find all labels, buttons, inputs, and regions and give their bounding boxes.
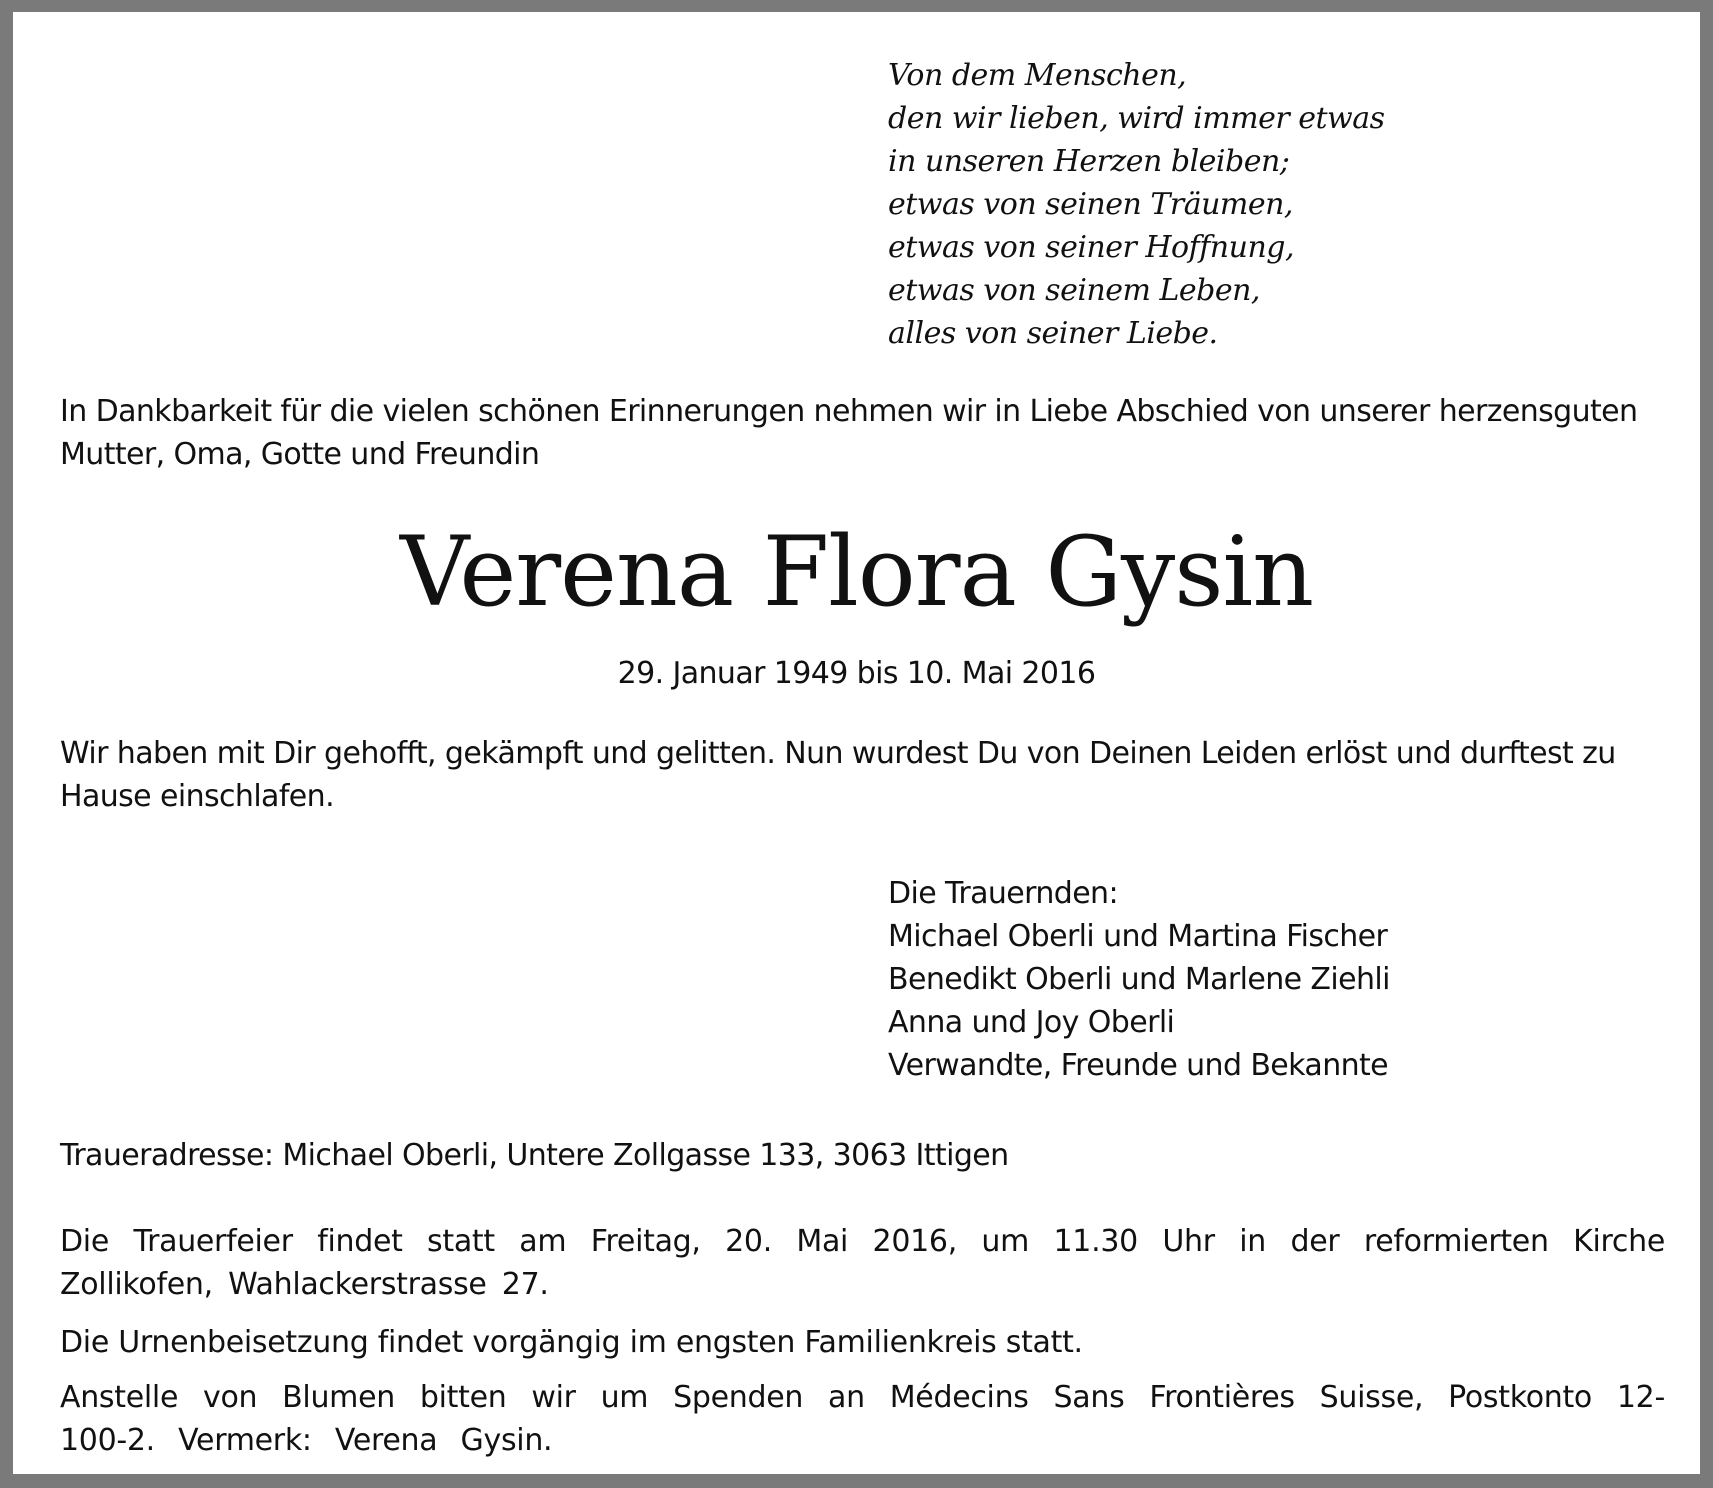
- poem-line: in unseren Herzen bleiben;: [888, 144, 1290, 179]
- poem-line: alles von seiner Liebe.: [888, 316, 1218, 351]
- deceased-name: Verena Flora Gysin: [399, 516, 1314, 628]
- ceremony-info: Die Trauerfeier findet statt am Freitag, 20. Mai 2016, um 11.30 Uhr in der reformierten Kirche Zollikofen, Wahlackerstrasse 27.: [60, 1224, 1665, 1302]
- mourner-entry: Verwandte, Freunde und Bekannte: [888, 1048, 1389, 1083]
- poem-line: den wir lieben, wird immer etwas: [888, 101, 1385, 136]
- farewell-message: Wir haben mit Dir gehofft, gekämpft und gelitten. Nun wurdest Du von Deinen Leiden erlöst und durftest zu Hause einschlafen.: [60, 736, 1616, 814]
- poem-line: Von dem Menschen,: [888, 58, 1187, 93]
- obituary-notice: [13, 12, 1700, 1474]
- intro-text: In Dankbarkeit für die vielen schönen Erinnerungen nehmen wir in Liebe Abschied von unserer herzensguten Mutter, Oma, Gotte und Freundin: [60, 394, 1638, 472]
- life-dates: 29. Januar 1949 bis 10. Mai 2016: [617, 656, 1096, 691]
- poem-line: etwas von seiner Hoffnung,: [888, 230, 1295, 265]
- poem: [888, 54, 1385, 355]
- poem-line: etwas von seinen Träumen,: [888, 187, 1293, 222]
- mourner-entry: Anna und Joy Oberli: [888, 1005, 1175, 1040]
- donation-info: Anstelle von Blumen bitten wir um Spenden an Médecins Sans Frontières Suisse, Postkonto 12-100-2. Vermerk: Verena Gysin.: [60, 1380, 1665, 1458]
- urn-burial-info: Die Urnenbeisetzung findet vorgängig im engsten Familienkreis statt.: [60, 1325, 1083, 1360]
- mourners-list: [888, 872, 1390, 1087]
- mourning-address: Traueradresse: Michael Oberli, Untere Zollgasse 133, 3063 Ittigen: [60, 1138, 1009, 1173]
- mourner-entry: Benedikt Oberli und Marlene Ziehli: [888, 962, 1390, 997]
- mourners-heading: Die Trauernden:: [888, 876, 1118, 911]
- poem-line: etwas von seinem Leben,: [888, 273, 1260, 308]
- mourner-entry: Michael Oberli und Martina Fischer: [888, 919, 1388, 954]
